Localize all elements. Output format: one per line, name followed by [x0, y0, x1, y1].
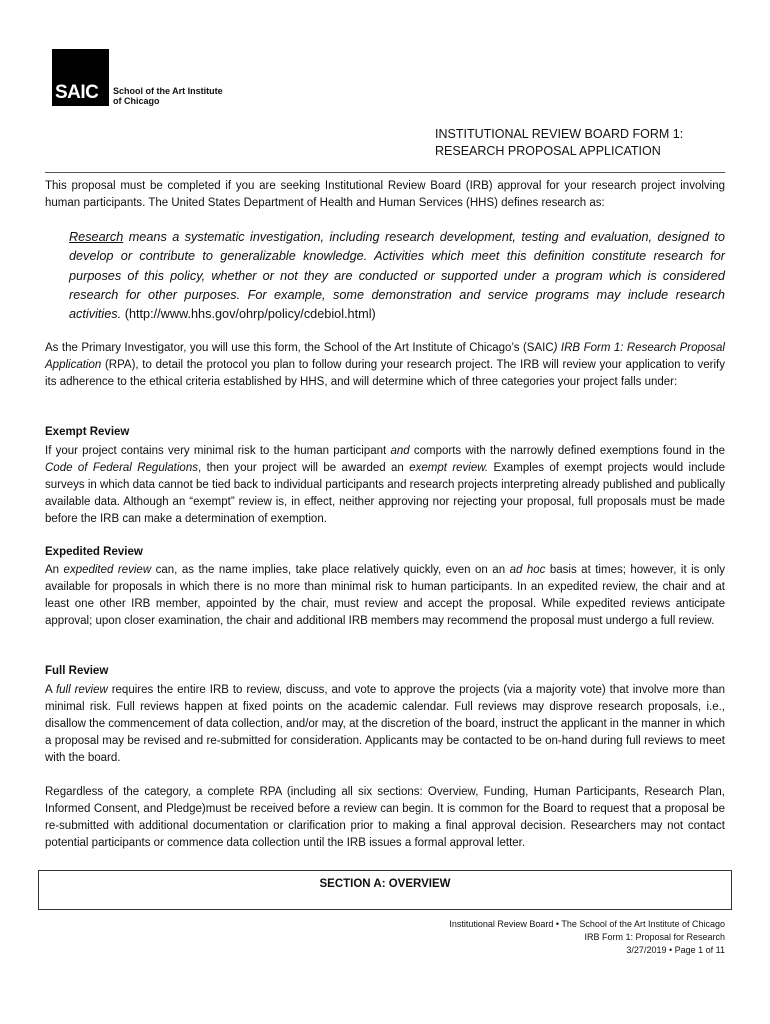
- pi-text-1: As the Primary Investigator, you will use this form, the School of the Art Institute of Chicago’s (SAIC: [45, 342, 554, 354]
- regardless-paragraph: Regardless of the category, a complete RPA (including all six sections: Overview, Funding, Human Participants, Research Plan, Informed Consent, and Pledge)must be received before a review can begin. It is common for the Board to request that a proposal be re-submitted with additional documentation or clarification prior to making a final approval decision. Researchers may not contact potential participants or commence data collection until the IRB issues a formal approval letter.: [45, 786, 725, 849]
- expedited-text-3: basis at times; however, it is only available for proposals in which there is no more than minimal risk to human participants. In an expedited review, the chair and at least one other IRB member, appointed by the chair, must review and accept the proposal. While expedited reviews anticipate approval; upon closer examination, the chair and additional IRB members may recommend the proposal must undergo a full review.: [45, 564, 725, 627]
- logo-line-2: of Chicago: [113, 96, 160, 106]
- full-review-heading: Full Review: [45, 665, 109, 677]
- footer-line-1: Institutional Review Board • The School of the Art Institute of Chicago: [449, 919, 725, 929]
- exempt-heading: Exempt Review: [45, 426, 130, 438]
- exempt-text-1: If your project contains very minimal risk to the human participant: [45, 445, 391, 457]
- expedited-heading: Expedited Review: [45, 546, 143, 558]
- full-term: full review: [55, 684, 108, 696]
- logo-line-1: School of the Art Institute: [113, 86, 223, 96]
- exempt-term: exempt review.: [409, 462, 489, 474]
- exempt-text-3: , then your project will be awarded an: [197, 462, 410, 474]
- exempt-text-2: comports with the narrowly defined exemptions found in the: [409, 445, 725, 457]
- definition-term: Research: [69, 230, 124, 244]
- intro-paragraph: This proposal must be completed if you are seeking Institutional Review Board (IRB) approval for your research project involving human participants. The United States Department of Health and Human Services (HHS) defines research as:: [45, 180, 725, 209]
- full-text-2: requires the entire IRB to review, discuss, and vote to approve the projects (via a majority vote) that involve more than minimal risk. Full reviews happen at fixed points on the academic calendar. Full reviews may disprove research proposals, i.e., disallow the commencement of data collection, and/or may, at the discretion of the board, instruct the applicant in the manner in which a proposal may be revised and re-submitted for consideration. Applicants may be contacted to be on-hand during full reviews to meet with the board.: [45, 684, 725, 764]
- definition-text: means a systematic investigation, including research development, testing and evaluation, designed to develop or contribute to generalizable knowledge. Activities which meet this definition constitute research for purposes of this policy, whether or not they are conducted or supported under a program which is considered research for other purposes. For example, some demonstration and service programs may include research activities.: [69, 230, 725, 322]
- expedited-adhoc: ad hoc: [509, 564, 546, 576]
- section-a-box: [38, 870, 732, 910]
- footer-line-2: IRB Form 1: Proposal for Research: [584, 932, 725, 942]
- footer-line-3: 3/27/2019 • Page 1 of 11: [626, 945, 725, 955]
- exempt-text-4: Examples of exempt projects would include surveys in which data cannot be tied back to individual participants and research projects interpreting already published and publically available data. Although an “exempt” review is, in effect, neither approving nor rejecting your proposal, full proposals must be made before the IRB can make a determination of exemption.: [45, 462, 725, 525]
- saic-logo: [52, 49, 109, 106]
- expedited-paragraph: [45, 562, 725, 630]
- section-a-title: SECTION A: OVERVIEW: [319, 878, 451, 890]
- pi-paragraph: [45, 340, 725, 391]
- logo-institution-name: [113, 86, 223, 106]
- full-text-1: A: [45, 684, 56, 696]
- pi-form-name: ) IRB Form 1: Research Proposal Application: [45, 342, 725, 371]
- expedited-term: expedited review: [63, 564, 152, 576]
- pi-text-2: (RPA), to detail the protocol you plan to follow during your research project. The IRB will review your application to verify its adherence to the ethical criteria established by HHS, and will determine which of three categories your project falls under:: [45, 359, 725, 388]
- form-title-line-1: INSTITUTIONAL REVIEW BOARD FORM 1:: [435, 127, 684, 141]
- logo-mark: SAIC: [55, 82, 99, 103]
- full-review-paragraph: [45, 682, 725, 767]
- research-definition: [69, 228, 725, 324]
- expedited-text-2: can, as the name implies, take place relatively quickly, even on an: [151, 564, 510, 576]
- expedited-text-1: An: [45, 564, 64, 576]
- definition-source: (http://www.hhs.gov/ohrp/policy/cdebiol.html): [121, 307, 376, 322]
- form-title-line-2: RESEARCH PROPOSAL APPLICATION: [435, 144, 661, 158]
- exempt-and: and: [390, 445, 410, 457]
- exempt-paragraph: [45, 443, 725, 528]
- header-divider: [45, 172, 725, 173]
- form-title: [435, 126, 683, 160]
- page-footer: [449, 918, 725, 957]
- exempt-cfr: Code of Federal Regulations: [45, 462, 198, 474]
